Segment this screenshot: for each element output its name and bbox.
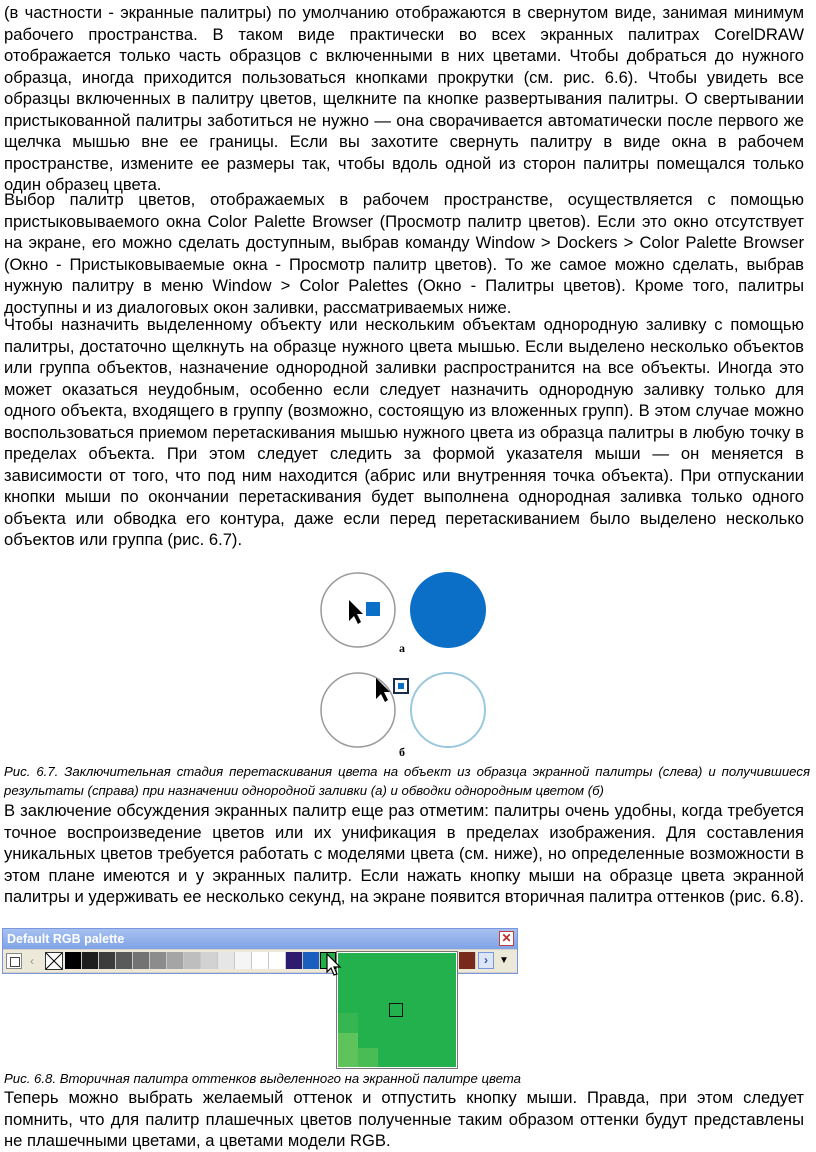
palette-title: Default RGB palette — [7, 932, 125, 946]
swatch-gray-10[interactable] — [218, 952, 235, 969]
swatch-no-color[interactable] — [45, 952, 63, 970]
shade-light[interactable] — [338, 1033, 358, 1067]
paragraph-choose-shade: Теперь можно выбрать желаемый оттенок и отпустить кнопку мыши. Правда, при этом следует помнить, что для палитр плашечных цветов полученные таким образом оттенки будут представлены не плашечными цветами, а цветами модели RGB. — [4, 1088, 804, 1150]
swatch-gray-30[interactable] — [184, 952, 201, 969]
caption-figure-6-7: Рис. 6.7. Заключительная стадия перетаскивания цвета на объект из образца экранной палитры (слева) и получившиеся результаты (справа) при назначении однородной заливки (а) и обводки однородным цветом (б) — [4, 764, 810, 798]
swatch-white[interactable] — [252, 952, 269, 969]
label-a: а — [399, 641, 405, 655]
paragraph-palette-browser: Выбор палитр цветов, отображаемых в рабочем пространстве, осуществляется с помощью пристыковываемого окна Color Palette Browser (Просмотр палитр цветов). Если это окно отсутствует на экране, его можно сделать доступным, выбрав команду Window > Dockers > Color Palette Browser (Окно - Пристыковываемые окна - Просмотр палитр цветов). То же самое можно сделать, выбрав нужную палитру в меню Window > Color Palettes (Окно - Палитры цветов). Кроме того, палитры доступны и из диалоговых окон заливки, рассматриваемых ниже. — [4, 190, 804, 317]
figure-6-7 — [300, 560, 520, 760]
palette-options-icon[interactable] — [6, 953, 22, 969]
swatch-gray-90[interactable] — [82, 952, 99, 969]
paragraph-secondary-palette: В заключение обсуждения экранных палитр еще раз отметим: палитры очень удобны, когда требуется точное воспроизведение цветов или их унификация в пределах изображения. Для составления уникальных цветов требуется работать с моделями цвета (см. ниже), но определенные возможности в этом плане имеются и у экранных палитр. Если нажать кнопку мыши на образце цвета экранной палитры и удерживать ее несколько секунд, на экране появится вторичная палитра оттенков (рис. 6.8). — [4, 801, 804, 906]
swatch-blue[interactable] — [303, 952, 320, 969]
scroll-left-icon[interactable]: ‹ — [30, 954, 34, 968]
secondary-shade-palette[interactable] — [337, 952, 457, 1068]
result-circle-filled — [410, 572, 486, 648]
outline-swatch-inner — [398, 683, 404, 689]
expand-palette-icon[interactable]: ▼ — [499, 955, 509, 966]
shade-light-2[interactable] — [358, 1048, 378, 1067]
close-icon[interactable]: ✕ — [499, 931, 514, 946]
paragraph-palettes-collapsed: (в частности - экранные палитры) по умолчанию отображаются в свернутом виде, занимая минимум рабочего пространства. В таком виде практически во всех экранных палитрах CorelDRAW отображается только часть образцов с включенными в них цветами. Чтобы добраться до нужного образца, иногда приходится пользоваться кнопками прокрутки (см. рис. 6.6). Чтобы увидеть все образцы включенных в палитру цветов, щелкните па кнопке развертывания палитры. О свертывании пристыкованной палитры заботиться не нужно — она сворачивается автоматически после первого же щелчка мышью вне ее границы. Если вы захотите свернуть палитру в виде окна в рабочем пространстве, измените ее размеры так, чтобы вдоль одной из сторон палитры помещался только один образец цвета. — [4, 3, 804, 194]
swatch-gray-80[interactable] — [99, 952, 116, 969]
swatch-gray-40[interactable] — [167, 952, 184, 969]
swatch-gray-20[interactable] — [201, 952, 218, 969]
selected-shade-marker — [389, 1003, 403, 1017]
swatch-gray-70[interactable] — [116, 952, 133, 969]
swatch-navy[interactable] — [286, 952, 303, 969]
palette-titlebar[interactable] — [3, 929, 517, 949]
swatch-brown[interactable] — [459, 952, 476, 969]
label-b: б — [399, 745, 405, 759]
swatch-gray-60[interactable] — [133, 952, 150, 969]
scroll-right-icon[interactable]: › — [478, 952, 494, 969]
shade-light-3[interactable] — [338, 1013, 358, 1033]
swatch-gray-5[interactable] — [235, 952, 252, 969]
result-circle-outlined — [411, 673, 485, 747]
paragraph-assign-fill: Чтобы назначить выделенному объекту или нескольким объектам однородную заливку с помощью палитры, достаточно щелкнуть на образце нужного цвета мышью. Если выделено несколько объектов или группа объектов, назначение однородной заливки распространится на все объекты. Иногда это может оказаться неудобным, особенно если следует назначить однородную заливку только для одного объекта, входящего в группу (возможно, состоящую из вложенных групп). В этом случае можно воспользоваться приемом перетаскивания мышью нужного цвета из образца палитры в любую точку в пределах объекта. При этом следует следить за формой указателя мыши — он меняется в зависимости от того, что под ним находится (абрис или внутренняя точка объекта). При отпускании кнопки мыши по окончании перетаскивания будет выполнена однородная заливка только одного объекта или обводка его контура, даже если перед перетаскиванием было выделено несколько объектов или группа (рис. 6.7). — [4, 315, 804, 549]
mouse-pointer-icon — [325, 952, 343, 978]
swatch-gray-50[interactable] — [150, 952, 167, 969]
caption-figure-6-8: Рис. 6.8. Вторичная палитра оттенков выделенного на экранной палитре цвета — [4, 1071, 521, 1086]
fill-swatch-icon — [366, 602, 380, 616]
swatch-white-2[interactable] — [269, 952, 286, 969]
target-circle-outline — [321, 673, 395, 747]
swatch-black[interactable] — [65, 952, 82, 969]
